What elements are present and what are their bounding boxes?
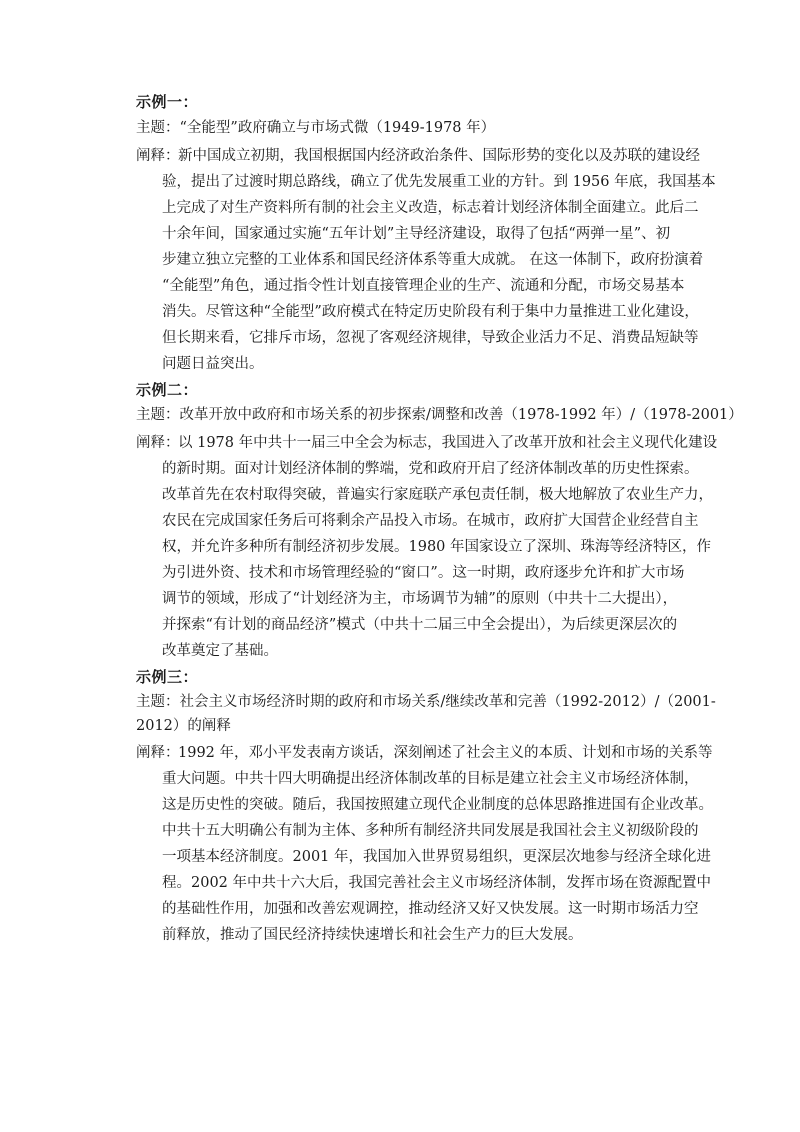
explanation-line: 以 1978 年中共十一届三中全会为标志，我国进入了改革开放和社会主义现代化建设	[178, 435, 718, 451]
explanation-line: 重大问题。中共十四大明确提出经济体制改革的目标是建立社会主义市场经济体制，	[162, 771, 699, 787]
topic-text: 社会主义市场经济时期的政府和市场关系/继续改革和完善（1992-2012）/（2001-	[179, 694, 716, 710]
explanation-line: 改革奠定了基础。	[162, 643, 278, 659]
explanation-line: 农民在完成国家任务后可将剩余产品投入市场。在城市，政府扩大国营企业经营自主	[162, 513, 699, 529]
explanation-line: 的新时期。面对计划经济体制的弊端，党和政府开启了经济体制改革的历史性探索。	[162, 461, 699, 477]
explanation-line: “全能型”角色，通过指令性计划直接管理企业的生产、流通和分配，市场交易基本	[162, 278, 685, 294]
example-2-heading: 示例二：	[136, 381, 199, 399]
example-2-explanation-label: 阐释：	[136, 435, 180, 451]
explanation-line: 的基础性作用，加强和改善宏观调控，推动经济又好又快发展。这一时期市场活力空	[162, 901, 699, 917]
topic-text: 改革开放中政府和市场关系的初步探索/调整和改善（1978-1992 年）/（1978-2001）	[179, 407, 743, 423]
explanation-line: 消失。尽管这种“全能型”政府模式在特定历史阶段有利于集中力量推进工业化建设，	[162, 304, 699, 320]
explanation-line: 1992 年，邓小平发表南方谈话，深刻阐述了社会主义的本质、计划和市场的关系等	[178, 745, 713, 761]
explanation-line: 验，提出了过渡时期总路线，确立了优先发展重工业的方针。到 1956 年底，我国基本	[162, 174, 716, 190]
explanation-line: 但长期来看，它排斥市场，忽视了客观经济规律，导致企业活力不足、消费品短缺等	[162, 330, 699, 346]
topic-text: “全能型”政府确立与市场式微（1949-1978 年）	[179, 120, 496, 136]
explanation-line: 调节的领域，形成了“计划经济为主，市场调节为辅”的原则（中共十二大提出），	[162, 591, 678, 607]
example-1-explanation-label: 阐释：	[136, 148, 180, 164]
example-1-heading: 示例一：	[136, 93, 199, 111]
explanation-line: 问题日益突出。	[162, 356, 264, 372]
explanation-line: 步建立独立完整的工业体系和国民经济体系等重大成就。 在这一体制下，政府扮演着	[162, 252, 704, 268]
explanation-line: 程。2002 年中共十六大后，我国完善社会主义市场经济体制，发挥市场在资源配置中	[162, 875, 712, 891]
example-3-topic	[136, 692, 716, 712]
topic-label: 主题：	[136, 694, 180, 710]
explanation-line: 上完成了对生产资料所有制的社会主义改造，标志着计划经济体制全面建立。此后二	[162, 200, 699, 216]
explanation-line: 新中国成立初期，我国根据国内经济政治条件、国际形势的变化以及苏联的建设经	[178, 148, 700, 164]
example-3-heading: 示例三：	[136, 668, 199, 686]
explanation-line: 这是历史性的突破。随后，我国按照建立现代企业制度的总体思路推进国有企业改革。	[162, 797, 713, 813]
topic-label: 主题：	[136, 120, 180, 136]
example-1-topic	[136, 118, 495, 138]
explanation-line: 并探索“有计划的商品经济”模式（中共十二届三中全会提出），为后续更深层次的	[162, 617, 678, 633]
explanation-line: 为引进外资、技术和市场管理经验的“窗口”。这一时期，政府逐步允许和扩大市场	[162, 565, 685, 581]
explanation-line: 权，并允许多种所有制经济初步发展。1980 年国家设立了深圳、珠海等经济特区，作	[162, 539, 712, 555]
example-3-explanation-label: 阐释：	[136, 745, 180, 761]
explanation-line: 十余年间，国家通过实施“五年计划”主导经济建设，取得了包括“两弹一星”、初	[162, 226, 671, 242]
example-2-topic	[136, 405, 743, 425]
topic-label: 主题：	[136, 407, 180, 423]
explanation-line: 前释放，推动了国民经济持续快速增长和社会生产力的巨大发展。	[162, 927, 583, 943]
explanation-line: 中共十五大明确公有制为主体、多种所有制经济共同发展是我国社会主义初级阶段的	[162, 823, 699, 839]
explanation-line: 改革首先在农村取得突破，普遍实行家庭联产承包责任制，极大地解放了农业生产力，	[162, 487, 713, 503]
topic-continuation: 2012）的阐释	[136, 718, 231, 734]
explanation-line: 一项基本经济制度。2001 年，我国加入世界贸易组织，更深层次地参与经济全球化进	[162, 849, 712, 865]
